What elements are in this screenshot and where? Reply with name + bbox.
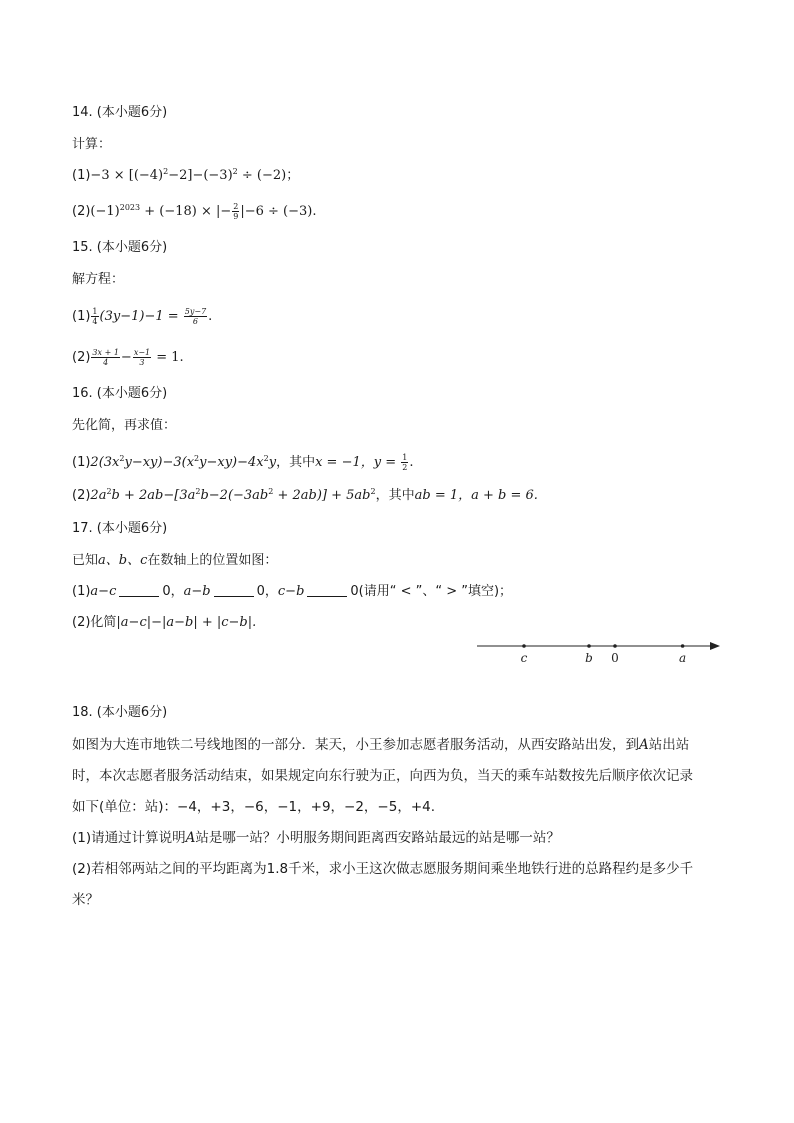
answer-blank[interactable] <box>307 584 347 597</box>
q18-paragraph-line-3: 如下(单位：站)：−4，+3，−6，−1，+9，−2，−5，+4. <box>72 799 436 815</box>
q16-part1: $(1)2(3x^2y-xy)-3(x^2y-xy)-4x^2y$，其中x = −1，y = $\frac{1}{2}$ . <box>72 453 414 472</box>
q16-header: 16. (本小题6分) <box>72 386 168 401</box>
fraction: $\frac{x-1}{3}$ <box>133 348 151 367</box>
q18-paragraph-line-2: 时，本次志愿者服务活动结束，如果规定向东行驶为正，向西为负，当天的乘车站数按先后顺序依次记录 <box>72 768 693 784</box>
q18-header: 18. (本小题6分) <box>72 705 168 720</box>
q18-part1: (1)请通过计算说明A站是哪一站？小明服务期间距离西安路站最远的站是哪一站？ <box>72 830 560 846</box>
fraction: $\frac{5y-7}{6}$ <box>184 307 207 326</box>
number-line-label: 0 <box>611 651 619 665</box>
number-line-points <box>521 644 687 665</box>
q16-part2: $(2)2a^2b + 2ab-[3a^2b-2(-3ab^2 + 2ab)] + 5ab^2$，其中ab = 1，a + b = 6. <box>72 487 538 503</box>
q17-intro: 已知a、b、c在数轴上的位置如图： <box>72 553 278 568</box>
q15-part1: (1) $\frac{1}{4}$ (3y−1)−1 = $\frac{5y-7}{6}$ . <box>72 307 213 326</box>
q14-part2: $(2)(-1)^{2023} + (-18)$ × |− $\frac{2}{9}$ |−6 ÷ (−3). <box>72 202 317 221</box>
q14-header: 14. (本小题6分) <box>72 105 168 120</box>
arrow-right-icon <box>710 642 720 650</box>
q17-header: 17. (本小题6分) <box>72 521 168 536</box>
fraction: $\frac{3x + 1}{4}$ <box>92 348 119 367</box>
q16-instruction: 先化简，再求值： <box>72 418 177 433</box>
number-line-point <box>681 644 685 648</box>
fraction: $\frac{1}{2}$ <box>402 453 408 472</box>
number-line-point <box>522 644 526 648</box>
q14-instruction: 计算： <box>72 137 112 152</box>
answer-blank[interactable] <box>119 584 159 597</box>
number-line-point <box>587 644 591 648</box>
number-line-label: b <box>585 651 593 665</box>
q15-instruction: 解方程： <box>72 272 125 287</box>
q15-header: 15. (本小题6分) <box>72 240 168 255</box>
q18-paragraph-line-1: 如图为大连市地铁二号线地图的一部分．某天，小王参加志愿者服务活动，从西安路站出发，到A站出站 <box>72 737 690 753</box>
number-line-point <box>613 644 617 648</box>
q17-part2: (2)化简|a−c|−|a−b| + |c−b|. <box>72 615 257 630</box>
q18-part2-line-2: 米？ <box>72 892 99 908</box>
q18-part2-line-1: (2)若相邻两站之间的平均距离为1.8千米，求小王这次做志愿服务期间乘坐地铁行进的总路程约是多少千 <box>72 861 694 877</box>
number-line-label: a <box>679 651 687 665</box>
answer-blank[interactable] <box>214 584 254 597</box>
fraction: $\frac{1}{4}$ <box>92 307 98 326</box>
fraction: $\frac{2}{9}$ <box>233 202 239 221</box>
number-line-label: c <box>520 651 528 665</box>
q17-part1: (1)a−c 0，a−b 0，c−b 0(请用“ < ”、“ > ”填空)； <box>72 584 513 599</box>
q15-part2: (2) $\frac{3x + 1}{4}$ − $\frac{x-1}{3}$ = 1. <box>72 348 184 367</box>
q14-part1: $(1)-3 \times [(-4)^2-2]-(-3)^2 \div (-2)$； <box>72 167 300 183</box>
number-line-figure <box>475 632 725 672</box>
